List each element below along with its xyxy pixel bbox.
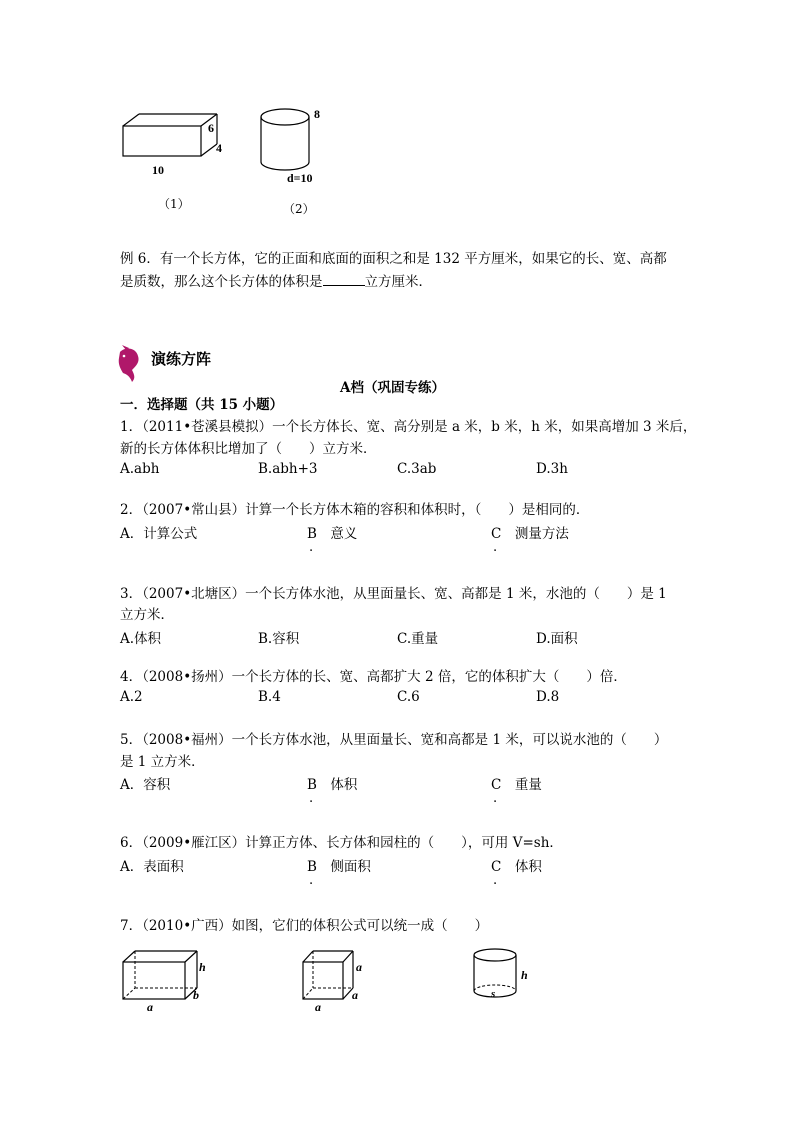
q6-option-a[interactable]: A．表面积 — [120, 859, 184, 875]
box-width-label: 4 — [216, 141, 222, 155]
q1-option-d[interactable]: D.3h — [536, 461, 568, 477]
svg-text:h: h — [521, 968, 528, 982]
q2-line1: 2．（2007•常山县）计算一个长方体木箱的容积和体积时，（ ）是相同的． — [120, 502, 590, 518]
svg-text:h: h — [199, 960, 206, 974]
q1-option-a[interactable]: A.abh — [120, 461, 160, 477]
q1-line2: 新的长方体体积比增加了（ ）立方米． — [120, 441, 377, 457]
svg-text:a: a — [352, 988, 358, 1002]
svg-text:a: a — [356, 960, 362, 974]
q1-option-c[interactable]: C.3ab — [397, 461, 437, 477]
answer-blank — [323, 271, 365, 286]
cylinder-diameter-label: d=10 — [287, 171, 313, 185]
q6-line1: 6．（2009•雁江区）计算正方体、长方体和园柱的（ ），可用 V=sh． — [120, 835, 563, 851]
q5-line2: 是 1 立方米． — [120, 754, 205, 770]
dolphin-icon — [114, 344, 144, 384]
q7-figure-cube — [295, 945, 375, 1017]
figure-1-caption: （1） — [158, 197, 190, 211]
q2-option-a[interactable]: A．计算公式 — [120, 526, 198, 542]
q5-line1: 5．（2008•福州）一个长方体水池，从里面量长、宽和高都是 1 米，可以说水池的（ ） — [120, 732, 668, 748]
svg-text:b: b — [193, 988, 199, 1002]
q6-option-b[interactable]: B 侧面积 — [307, 859, 371, 875]
figure-cuboid-1 — [115, 100, 235, 180]
q5-option-a[interactable]: A．容积 — [120, 777, 171, 793]
box-length-label: 10 — [152, 163, 164, 177]
q7-figure-cylinder — [468, 945, 538, 1007]
q3-option-c[interactable]: C.重量 — [397, 631, 439, 647]
q3-line1: 3．（2007•北塘区）一个长方体水池，从里面量长、宽、高都是 1 米，水池的（ ）是 1 — [120, 586, 667, 602]
q1-line1: 1．（2011•苍溪县模拟）一个长方体长、宽、高分别是 a 米，b 米，h 米，如果高增加 3 米后， — [120, 419, 697, 435]
q3-line2: 立方米． — [120, 607, 174, 623]
svg-text:s: s — [491, 988, 496, 1000]
q4-option-a[interactable]: A.2 — [120, 689, 143, 705]
section-title: 演练方阵 — [151, 350, 212, 368]
q5-option-b[interactable]: B 体积 — [307, 777, 358, 793]
example6-line2: 是质数，那么这个长方体的体积是 立方厘米． — [120, 271, 432, 293]
q1-option-b[interactable]: B.abh+3 — [258, 461, 318, 477]
section-heading: 一．选择题（共 15 小题） — [120, 397, 284, 413]
example6-line1: 例 6．有一个长方体，它的正面和底面的面积之和是 132 平方厘米，如果它的长、宽、高都 — [120, 251, 667, 267]
q2-option-c[interactable]: C 测量方法 — [491, 526, 569, 542]
figure-cylinder-2 — [255, 100, 335, 190]
q5-option-c[interactable]: C 重量 — [491, 777, 542, 793]
q2-option-b[interactable]: B 意义 — [307, 526, 358, 542]
q6-option-c[interactable]: C 体积 — [491, 859, 542, 875]
q7-figure-cuboid — [115, 945, 215, 1017]
box-height-label: 6 — [208, 121, 214, 135]
q4-option-c[interactable]: C.6 — [397, 689, 420, 705]
q3-option-b[interactable]: B.容积 — [258, 631, 300, 647]
q4-option-b[interactable]: B.4 — [258, 689, 281, 705]
figure-2-caption: （2） — [283, 202, 315, 216]
q7-line1: 7．（2010•广西）如图，它们的体积公式可以统一成（ ） — [120, 918, 489, 934]
section-subtitle: A档（巩固专练） — [340, 380, 445, 396]
q4-option-d[interactable]: D.8 — [536, 689, 560, 705]
cylinder-height-label: 8 — [314, 107, 320, 121]
q3-option-d[interactable]: D.面积 — [536, 631, 578, 647]
svg-text:a: a — [315, 1000, 321, 1014]
q3-option-a[interactable]: A.体积 — [120, 631, 162, 647]
svg-text:a: a — [147, 1000, 153, 1014]
q4-line1: 4．（2008•扬州）一个长方体的长、宽、高都扩大 2 倍，它的体积扩大（ ）倍． — [120, 669, 627, 685]
